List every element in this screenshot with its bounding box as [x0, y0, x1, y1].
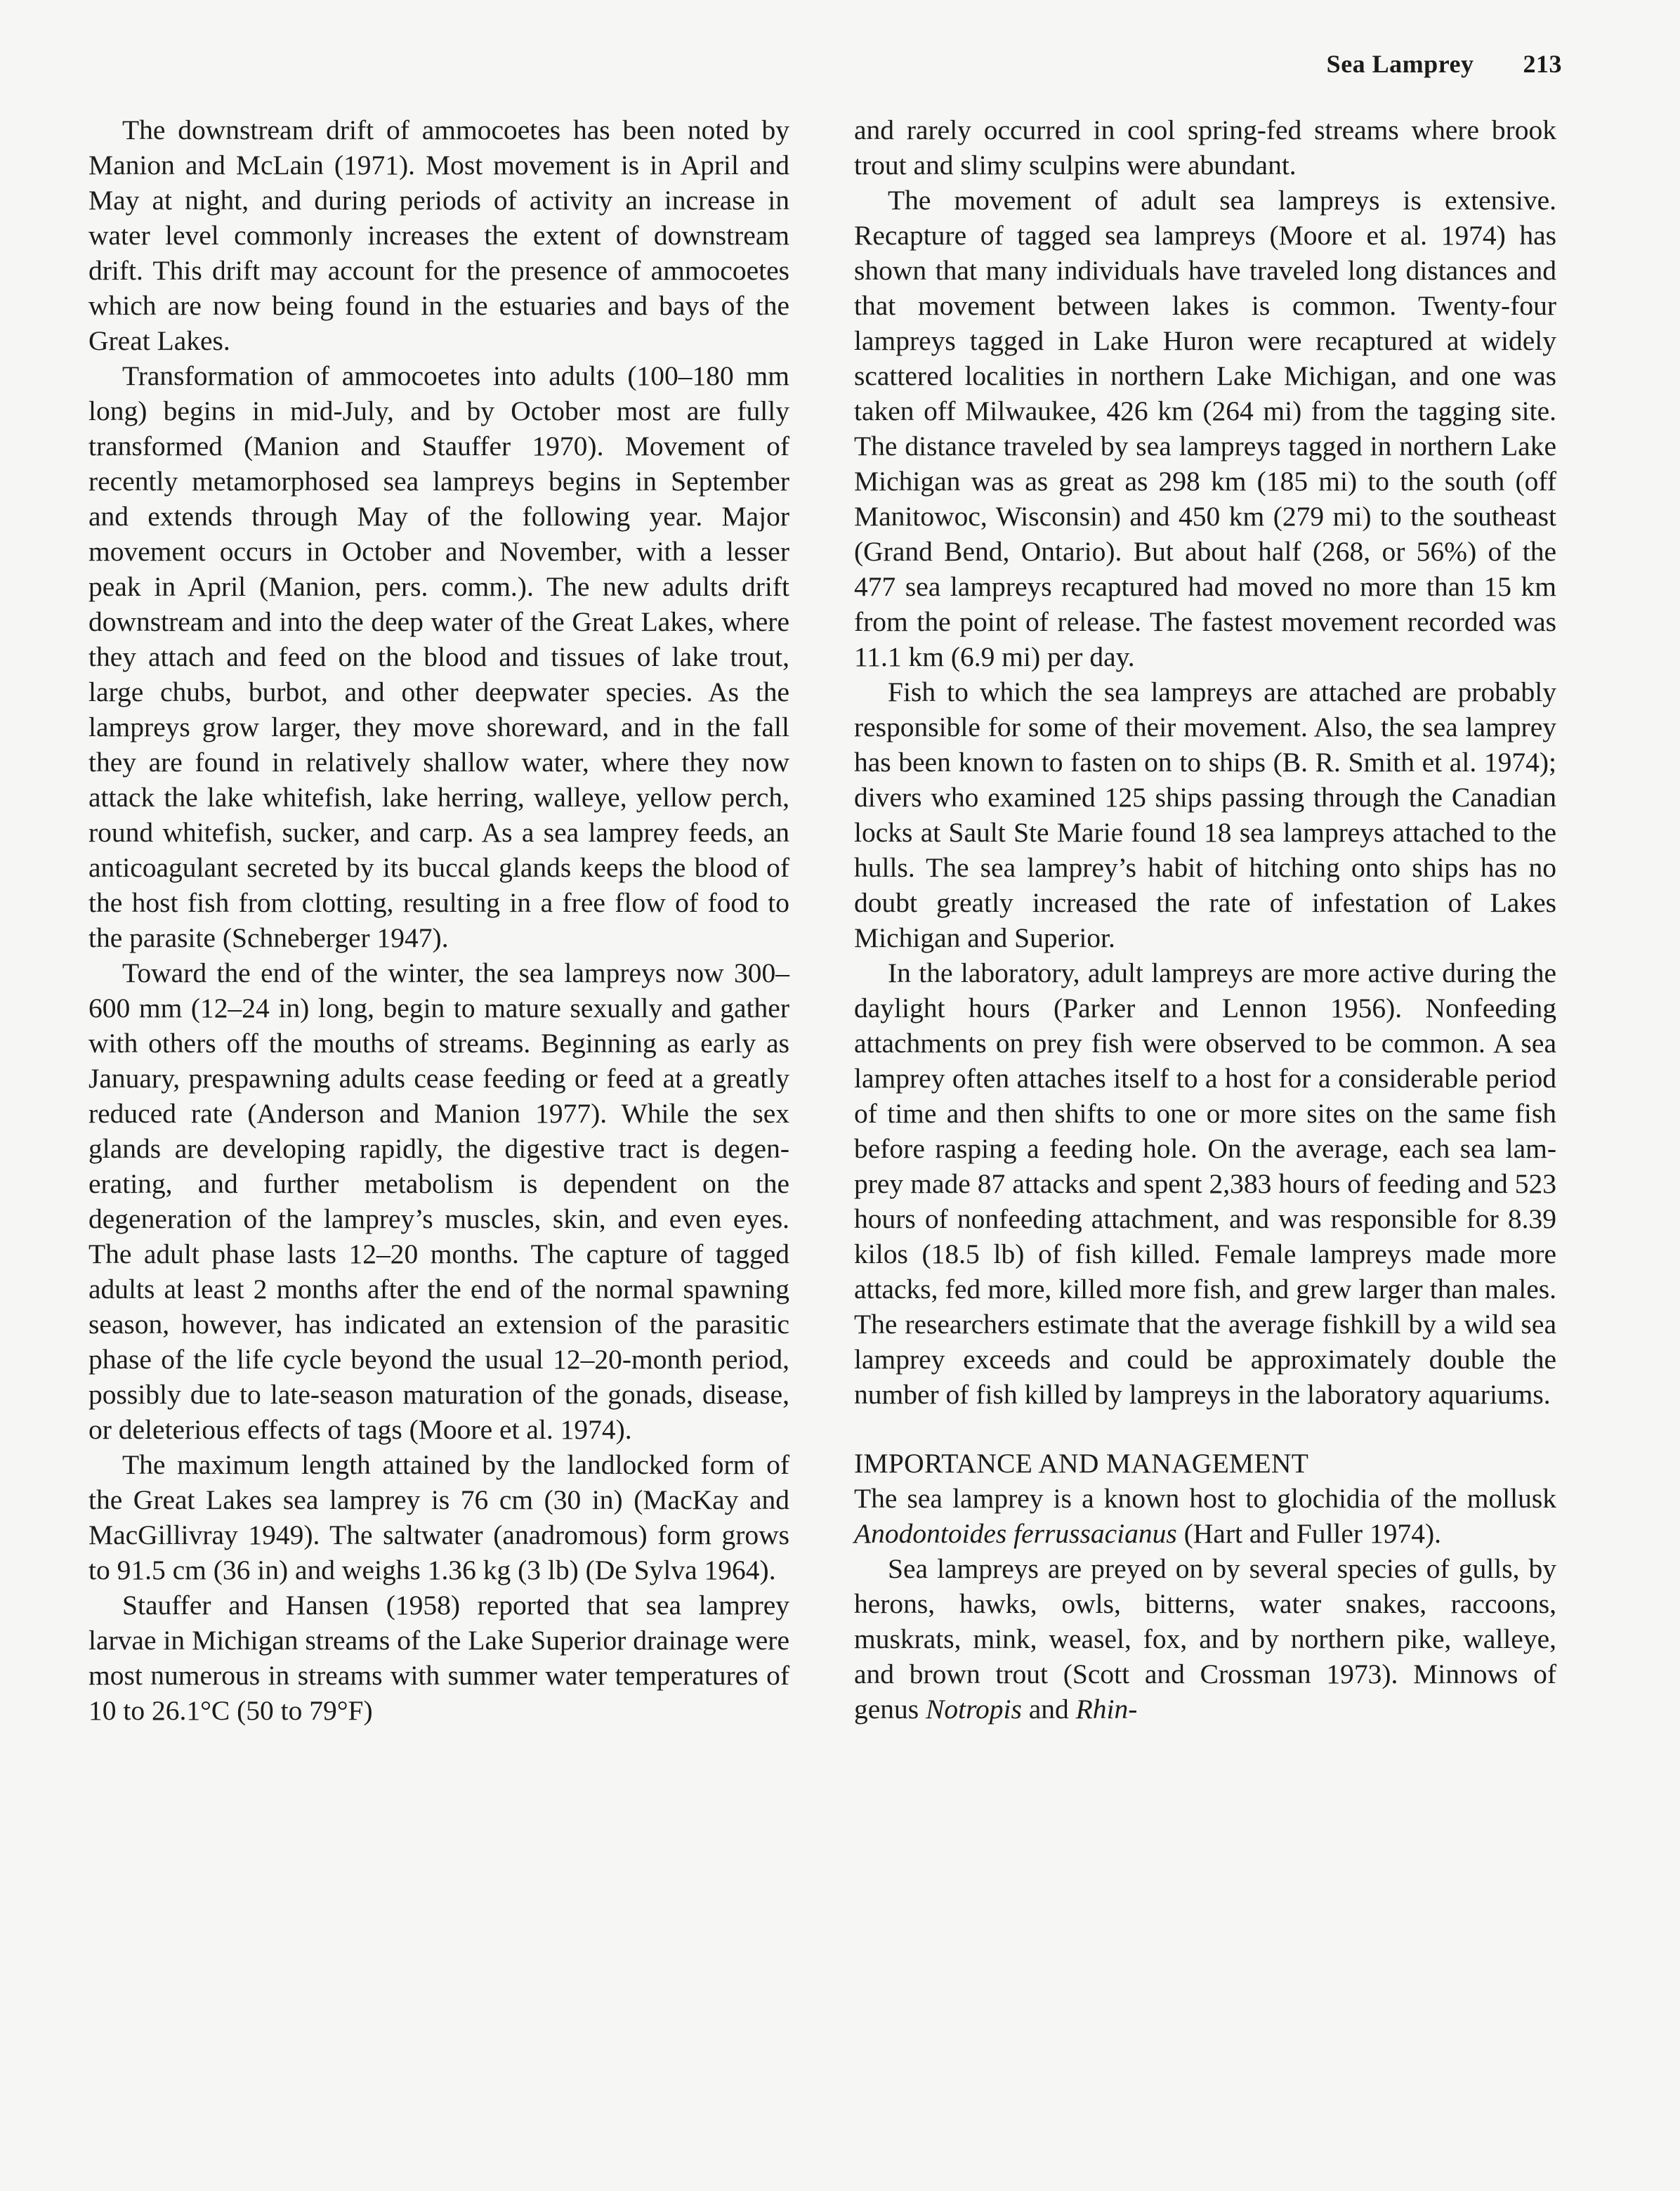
paragraph: Stauffer and Hansen (1958) reported that sea lamprey larvae in Michigan streams of the Lake Superior drainage were most numerous in streams with summer water temperatures of 10 to 26.1°C (50 to 79°F)	[88, 1590, 789, 1726]
paragraph: In the laboratory, adult lampreys are more active during the daylight hours (Parker and Lennon 1956). Nonfeeding attachments on prey fish were observed to be common. A sea lamprey often attaches itself to a host for a considerable period of time and then shifts to one or more sites on the same fish before rasping a feeding hole. On the average, each sea lamprey made 87 attacks and spent 2,383 hours of feeding and 523 hours of nonfeeding attachment, and was responsible for 8.39 kilos (18.5 lb) of fish killed. Female lampreys made more attacks, fed more, killed more fish, and grew larger than males. The researchers estimate that the average fishkill by a wild sea lamprey exceeds and could be approximately double the number of fish killed by lampreys in the laboratory aquariums.	[854, 957, 1556, 1410]
paragraph	[854, 1551, 1556, 1727]
genus-name: Rhin-	[1075, 1694, 1138, 1725]
left-column	[88, 112, 789, 1728]
paragraph	[854, 1481, 1556, 1551]
text-run: (Hart and Fuller 1974).	[1176, 1518, 1441, 1549]
paragraph: Fish to which the sea lampreys are attached are probably responsible for some of their movement. Also, the sea lamprey has been known to fasten on to ships (B. R. Smith et al. 1974); divers who examined 125 ships passing through the Canadian locks at Sault Ste Marie found 18 sea lampreys attached to the hulls. The sea lamprey’s habit of hitching onto ships has no doubt greatly increased the rate of infestation of Lakes Michigan and Superior.	[854, 676, 1556, 953]
paragraph: The maximum length attained by the landlocked form of the Great Lakes sea lamprey is 76 cm (30 in) (MacKay and MacGillivray 1949). The saltwater (anadromous) form grows to 91.5 cm (36 in) and weighs 1.36 kg (3 lb) (De Sylva 1964).	[88, 1449, 789, 1585]
text-run: Sea lampreys are preyed on by several species of gulls, by herons, hawks, owls, bitterns, water snakes, raccoons, muskrats, mink, weasel, fox, and by northern pike, walleye, and brown trout (Scott and Crossman 1973). Minnows of genus	[854, 1553, 1556, 1725]
genus-name: Notropis	[926, 1694, 1022, 1725]
paragraph: The downstream drift of ammocoetes has been noted by Manion and McLain (1971). Most movement is in April and May at night, and during periods of activity an increase in water level commonly increases the extent of downstream drift. This drift may account for the presence of ammocoetes which are now being found in the estuaries and bays of the Great Lakes.	[88, 115, 789, 356]
running-header	[1327, 49, 1562, 79]
text-run: and	[1021, 1694, 1076, 1725]
paragraph: Toward the end of the winter, the sea lampreys now 300–600 mm (12–24 in) long, begin to mature sexually and gather with others off the mouths of streams. Beginning as early as January, prespawning adults cease feeding or feed at a greatly reduced rate (Anderson and Manion 1977). While the sex glands are developing rapidly, the digestive tract is degenerating, and further metabolism is dependent on the degeneration of the lamprey’s muscles, skin, and even eyes. The adult phase lasts 12–20 months. The capture of tagged adults at least 2 months after the end of the normal spawning season, however, has indicated an extension of the parasitic phase of the life cycle beyond the usual 12–20-month period, possibly due to late-season maturation of the gonads, disease, or deleterious effects of tags (Moore et al. 1974).	[88, 957, 789, 1445]
paragraph: Transformation of ammocoetes into adults (100–180 mm long) begins in mid-July, and by October most are fully transformed (Manion and Stauffer 1970). Movement of recently metamorphosed sea lampreys begins in September and extends through May of the following year. Major movement occurs in October and November, with a lesser peak in April (Manion, pers. comm.). The new adults drift downstream and into the deep water of the Great Lakes, where they attach and feed on the blood and tissues of lake trout, large chubs, burbot, and other deepwater species. As the lampreys grow larger, they move shoreward, and in the fall they are found in relatively shallow water, where they now attack the lake whitefish, lake herring, walleye, yellow perch, round whitefish, sucker, and carp. As a sea lamprey feeds, an anticoagulant secreted by its buccal glands keeps the blood of the host fish from clotting, resulting in a free flow of food to the parasite (Schneberger 1947).	[88, 360, 789, 953]
species-name: Anodontoides ferrussacianus	[854, 1518, 1177, 1549]
page-number: 213	[1523, 50, 1562, 78]
section-heading: IMPORTANCE AND MANAGEMENT	[854, 1448, 1309, 1479]
paragraph-continued: and rarely occurred in cool spring-fed streams where brook trout and slimy sculpins were abundant.	[854, 115, 1556, 181]
right-column	[854, 112, 1556, 1727]
paragraph: The movement of adult sea lampreys is extensive. Recapture of tagged sea lampreys (Moore et al. 1974) has shown that many individuals have traveled long distances and that movement between lakes is common. Twenty-four lampreys tagged in Lake Huron were recaptured at widely scattered localities in northern Lake Michigan, and one was taken off Milwaukee, 426 km (264 mi) from the tagging site. The distance traveled by sea lampreys tagged in northern Lake Michigan was as great as 298 km (185 mi) to the south (off Manitowoc, Wisconsin) and 450 km (279 mi) to the southeast (Grand Bend, Ontario). But about half (268, or 56%) of the 477 sea lampreys recaptured had moved no more than 15 km from the point of release. The fastest movement recorded was 11.1 km (6.9 mi) per day.	[854, 185, 1556, 672]
text-run: The sea lamprey is a known host to glochidia of the mollusk	[854, 1483, 1556, 1514]
running-title: Sea Lamprey	[1326, 50, 1474, 78]
